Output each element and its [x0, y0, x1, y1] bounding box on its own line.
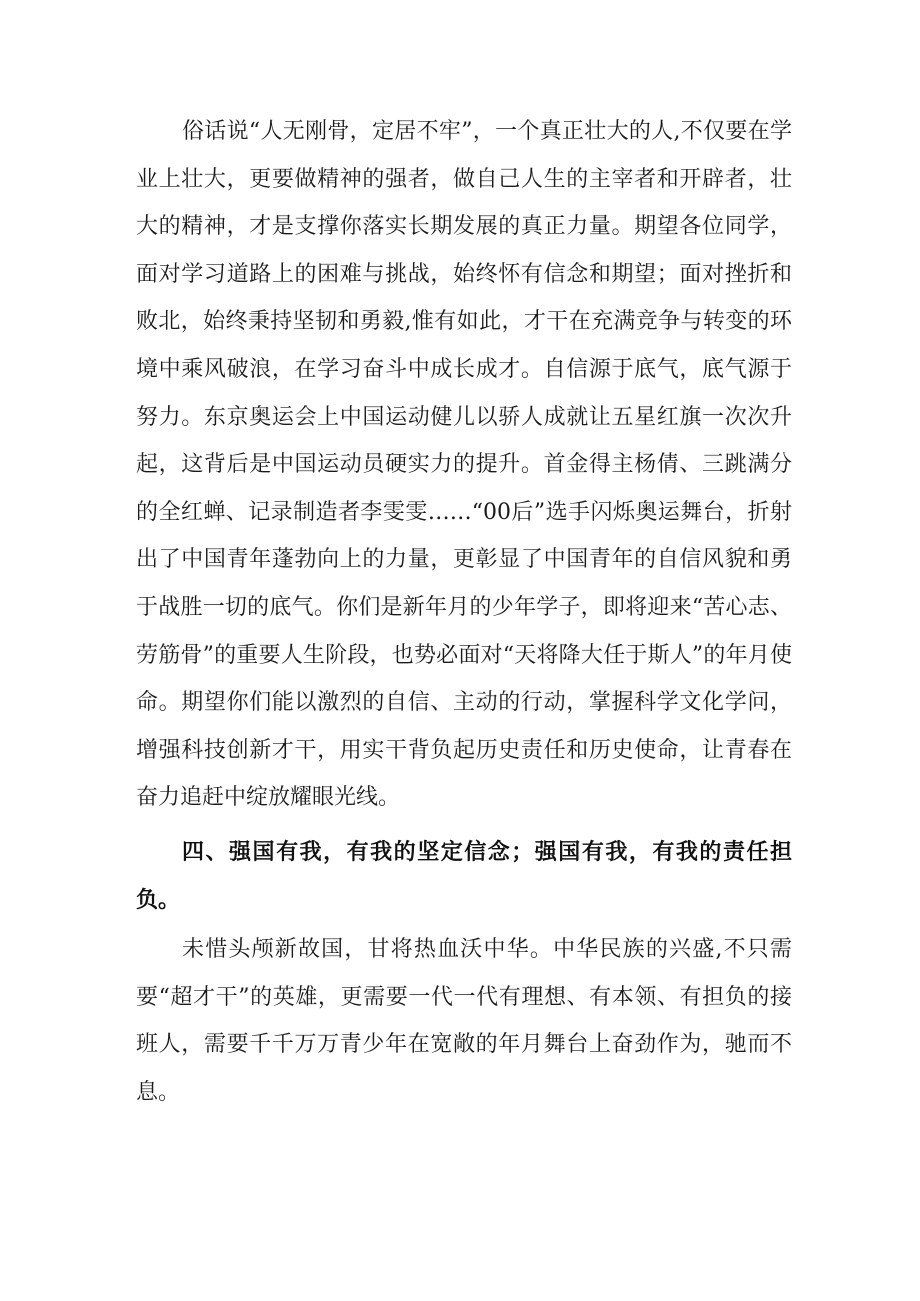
body-paragraph-confidence: 俗话说“人无刚骨，定居不牢”，一个真正壮大的人,不仅要在学业上壮大，更要做精神的强者，做自己人生的主宰者和开辟者，壮大的精神，才是支撑你落实长期发展的真正力量。期望各位同学，面对学习道路上的困难与挑战，始终怀有信念和期望；面对挫折和败北，始终秉持坚韧和勇毅,惟有如此，才干在充满竞争与转变的环境中乘风破浪，在学习奋斗中成长成才。自信源于底气，底气源于努力。东京奥运会上中国运动健儿以骄人成就让五星红旗一次次升起，这背后是中国运动员硬实力的提升。首金得主杨倩、三跳满分的全红蝉、记录制造者李雯雯……“00后”选手闪烁奥运舞台，折射出了中国青年蓬勃向上的力量，更彰显了中国青年的自信风貌和勇于战胜一切的底气。你们是新年月的少年学子，即将迎来“苦心志、劳筋骨”的重要人生阶段，也势必面对“天将降大任于斯人”的年月使命。期望你们能以激烈的自信、主动的行动，掌握科学文化学问，增强科技创新才干，用实干背负起历史责任和历史使命，让青春在奋力追赶中绽放耀眼光线。 [136, 119, 792, 811]
section-heading-four: 四、强国有我，有我的坚定信念；强国有我，有我的责任担负。 [136, 839, 792, 913]
document-page [136, 108, 792, 1116]
body-paragraph-responsibility: 未惜头颅新故国，甘将热血沃中华。中华民族的兴盛,不只需要“超才干”的英雄，更需要一代一代有理想、有本领、有担负的接班人，需要千千万万青少年在宽敞的年月舞台上奋劲作为，驰而不息。 [136, 937, 792, 1105]
